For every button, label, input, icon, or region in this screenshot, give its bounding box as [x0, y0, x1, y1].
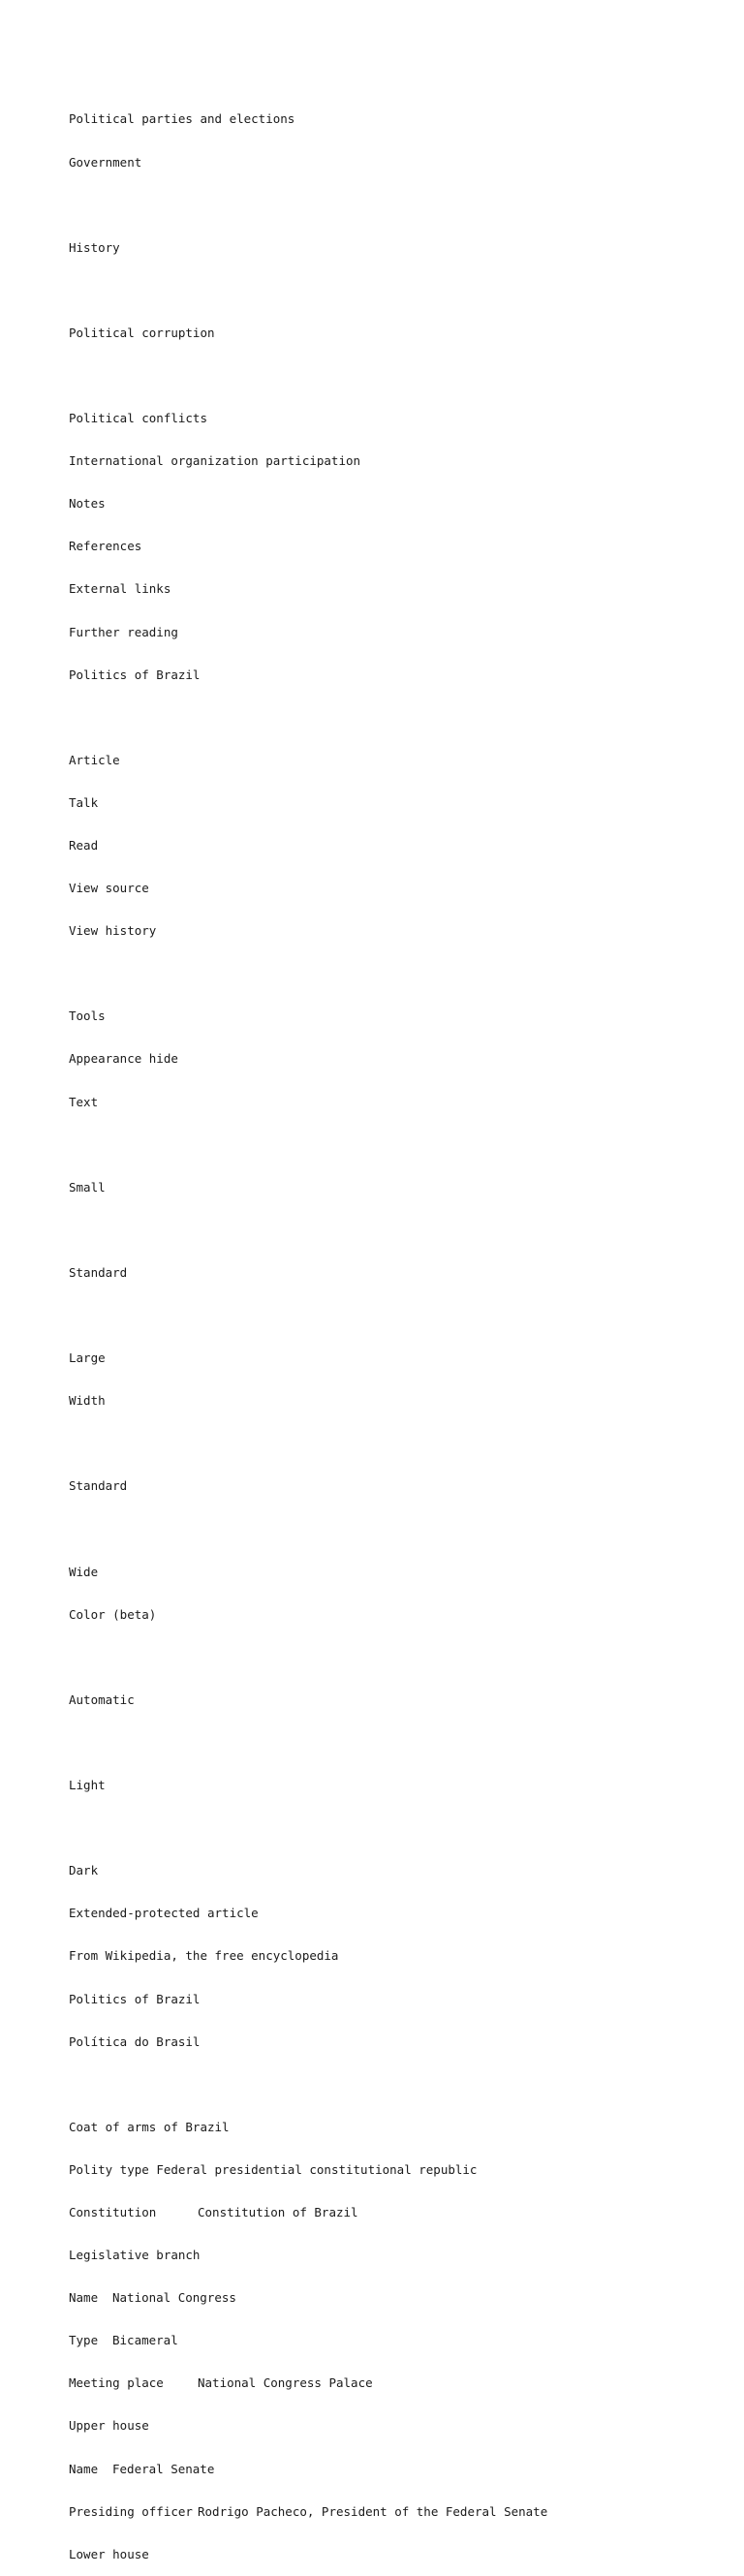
spacer [69, 199, 547, 213]
tab-view-history[interactable]: View history [69, 923, 157, 939]
toc-politics-of-brazil[interactable]: Politics of Brazil [69, 667, 201, 682]
protection-notice[interactable]: Extended-protected article [69, 1906, 259, 1921]
text-size-label: Text [69, 1094, 99, 1109]
coat-of-arms-caption[interactable]: Coat of arms of Brazil [69, 2119, 230, 2134]
tab-view-source[interactable]: View source [69, 881, 149, 896]
upper-house-heading[interactable]: Upper house [69, 2418, 149, 2434]
infobox-value[interactable]: Constitution of Brazil [198, 2205, 358, 2219]
appearance-hide-button[interactable]: Appearance hide [69, 1051, 178, 1067]
width-standard-option[interactable]: Standard [69, 1478, 128, 1494]
spacer [69, 1224, 547, 1238]
legislative-branch-heading[interactable]: Legislative branch [69, 2248, 201, 2263]
infobox-label: Name [69, 2461, 99, 2476]
toc-notes[interactable]: Notes [69, 496, 106, 512]
spacer [69, 967, 547, 981]
toc-conflicts[interactable]: Political conflicts [69, 411, 207, 426]
infobox-label: Constitution [69, 2205, 157, 2219]
toc-references[interactable]: References [69, 539, 142, 554]
spacer [69, 1138, 547, 1153]
infobox-row-meeting-place [69, 2376, 547, 2391]
document-text [69, 84, 547, 2576]
infobox-row-constitution [69, 2206, 547, 2220]
spacer [69, 1736, 547, 1751]
spacer [69, 1437, 547, 1451]
spacer [69, 1523, 547, 1537]
infobox-row-polity-type [69, 2163, 547, 2178]
toc-further-reading[interactable]: Further reading [69, 624, 178, 639]
lower-house-heading[interactable]: Lower house [69, 2546, 149, 2561]
spacer [69, 369, 547, 384]
infobox-row-type [69, 2334, 547, 2348]
infobox-value[interactable]: Bicameral [112, 2333, 178, 2348]
infobox-label: Presiding officer [69, 2503, 193, 2519]
tab-talk[interactable]: Talk [69, 794, 99, 810]
infobox-row-presiding-officer [69, 2505, 547, 2520]
color-dark-option[interactable]: Dark [69, 1863, 99, 1878]
width-label: Width [69, 1393, 106, 1409]
text-size-large-option[interactable]: Large [69, 1350, 106, 1366]
toc-intl-org[interactable]: International organization participation [69, 453, 361, 469]
infobox-label[interactable]: Polity type [69, 2161, 149, 2177]
text-size-small-option[interactable]: Small [69, 1179, 106, 1195]
toc-history[interactable]: History [69, 239, 120, 255]
infobox-value[interactable]: Rodrigo Pacheco, President of the Federal Senate [198, 2503, 548, 2519]
text-size-standard-option[interactable]: Standard [69, 1264, 128, 1280]
tagline: From Wikipedia, the free encyclopedia [69, 1948, 339, 1964]
toc-external-links[interactable]: External links [69, 581, 171, 597]
spacer [69, 1309, 547, 1323]
infobox-label: Name [69, 2290, 99, 2306]
native-title: Política do Brasil [69, 2033, 201, 2049]
tools-menu[interactable]: Tools [69, 1009, 106, 1024]
spacer [69, 2078, 547, 2093]
toc-corruption[interactable]: Political corruption [69, 325, 215, 340]
color-light-option[interactable]: Light [69, 1778, 106, 1793]
infobox-value[interactable]: National Congress [112, 2290, 236, 2306]
toc-government[interactable]: Government [69, 154, 142, 170]
spacer [69, 1651, 547, 1665]
tab-article[interactable]: Article [69, 752, 120, 767]
width-wide-option[interactable]: Wide [69, 1564, 99, 1579]
color-label: Color (beta) [69, 1606, 157, 1622]
toc-political-parties[interactable]: Political parties and elections [69, 111, 295, 127]
infobox-row-name [69, 2291, 547, 2306]
tab-read[interactable]: Read [69, 838, 99, 853]
infobox-value[interactable]: Federal Senate [112, 2461, 215, 2476]
color-automatic-option[interactable]: Automatic [69, 1691, 135, 1707]
spacer [69, 711, 547, 726]
infobox-row-upper-name [69, 2463, 547, 2477]
infobox-value[interactable]: National Congress Palace [198, 2375, 373, 2391]
infobox-label: Meeting place [69, 2375, 164, 2391]
page-title: Politics of Brazil [69, 1991, 201, 2006]
infobox-value[interactable]: Federal presidential constitutional republic [156, 2161, 478, 2177]
infobox-label: Type [69, 2333, 99, 2348]
spacer [69, 284, 547, 298]
spacer [69, 1821, 547, 1836]
